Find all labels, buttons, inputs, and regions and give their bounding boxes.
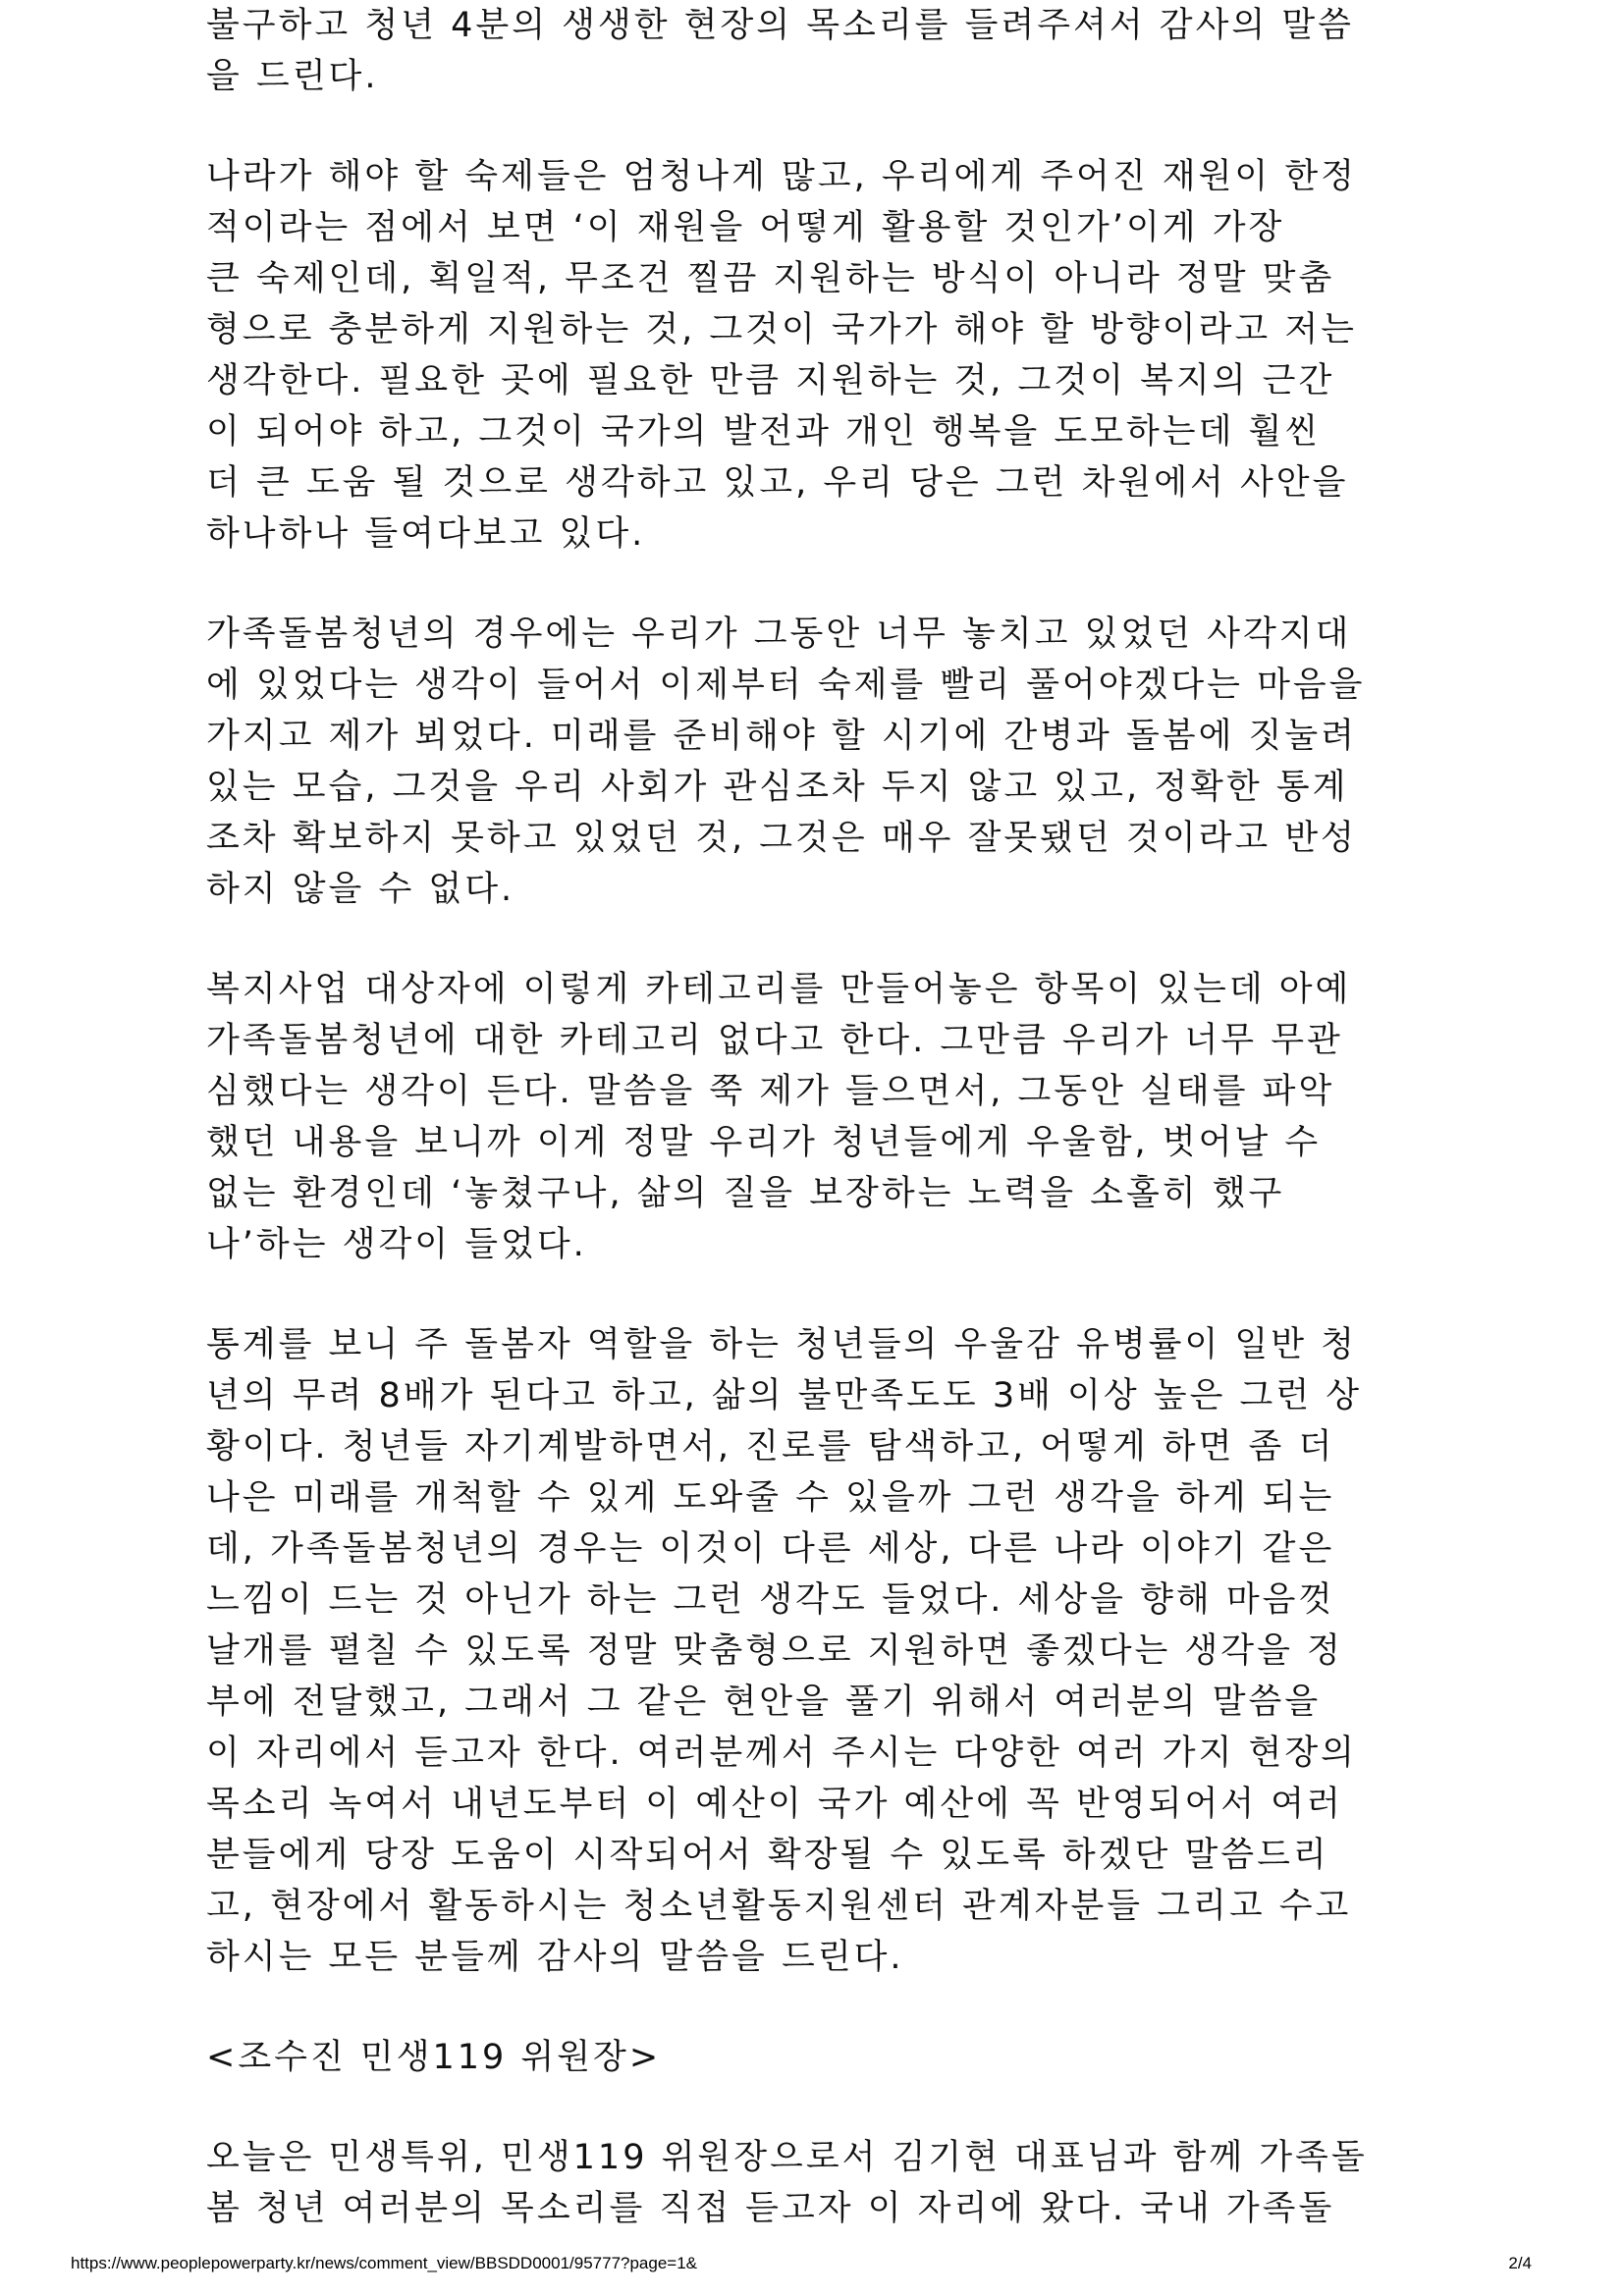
text-line: 이 되어야 하고, 그것이 국가의 발전과 개인 행복을 도모하는데 훨씬	[206, 412, 1322, 452]
text-line: 적이라는 점에서 보면 ‘이 재원을 어떻게 활용할 것인가’이게 가장	[206, 208, 1285, 247]
text-line: 심했다는 생각이 든다. 말씀을 쭉 제가 들으면서, 그동안 실태를 파악	[206, 1072, 1335, 1111]
footer-url: https://www.peoplepowerparty.kr/news/comment_view/BBSDD0001/95777?page=1&	[71, 2254, 698, 2272]
text-line: 목소리 녹여서 내년도부터 이 예산이 국가 예산에 꼭 반영되어서 여러	[206, 1785, 1343, 1824]
paragraph	[206, 964, 1434, 1270]
text-line: 큰 숙제인데, 획일적, 무조건 찔끔 지원하는 방식이 아니라 정말 맞춤	[206, 259, 1335, 298]
text-line: 하지 않을 수 없다.	[206, 870, 515, 909]
page-number: 2/4	[1508, 2254, 1532, 2272]
text-line: 오늘은 민생특위, 민생119 위원장으로서 김기현 대표님과 함께 가족돌	[206, 2138, 1368, 2177]
text-line: 가족돌봄청년에 대한 카테고리 없다고 한다. 그만큼 우리가 너무 무관	[206, 1021, 1343, 1060]
text-line: 생각한다. 필요한 곳에 필요한 만큼 지원하는 것, 그것이 복지의 근간	[206, 361, 1335, 400]
text-line: 가지고 제가 뵈었다. 미래를 준비해야 할 시기에 간병과 돌봄에 짓눌려	[206, 717, 1357, 756]
text-line: 했던 내용을 보니까 이게 정말 우리가 청년들에게 우울함, 벗어날 수	[206, 1123, 1322, 1162]
text-line: 있는 모습, 그것을 우리 사회가 관심조차 두지 않고 있고, 정확한 통계	[206, 768, 1349, 807]
text-line: 봄 청년 여러분의 목소리를 직접 듣고자 이 자리에 왔다. 국내 가족돌	[206, 2189, 1335, 2228]
text-line: 분들에게 당장 도움이 시작되어서 확장될 수 있도록 하겠단 말씀드리	[206, 1836, 1329, 1875]
text-line: 날개를 펼칠 수 있도록 정말 맞춤형으로 지원하면 좋겠다는 생각을 정	[206, 1631, 1343, 1671]
text-line: 에 있었다는 생각이 들어서 이제부터 숙제를 빨리 풀어야겠다는 마음을	[206, 666, 1366, 705]
paragraph	[206, 609, 1434, 915]
speaker-heading	[206, 2032, 1434, 2083]
text-line: 나’하는 생각이 들었다.	[206, 1225, 587, 1264]
text-line: 하시는 모든 분들께 감사의 말씀을 드린다.	[206, 1938, 904, 1977]
text-line: 느낌이 드는 것 아닌가 하는 그런 생각도 들었다. 세상을 향해 마음껏	[206, 1580, 1335, 1620]
document-body	[206, 0, 1434, 2234]
text-line: 년의 무려 8배가 된다고 하고, 삶의 불만족도도 3배 이상 높은 그런 상	[206, 1376, 1363, 1415]
text-line: 황이다. 청년들 자기계발하면서, 진로를 탐색하고, 어떻게 하면 좀 더	[206, 1427, 1335, 1467]
text-line: 나라가 해야 할 숙제들은 엄청나게 많고, 우리에게 주어진 재원이 한정	[206, 157, 1357, 196]
paragraph	[206, 151, 1434, 560]
text-line: 복지사업 대상자에 이렇게 카테고리를 만들어놓은 항목이 있는데 아예	[206, 970, 1352, 1009]
text-line: 부에 전달했고, 그래서 그 같은 현안을 풀기 위해서 여러분의 말씀을	[206, 1682, 1322, 1722]
text-line: 통계를 보니 주 돌봄자 역할을 하는 청년들의 우울감 유병률이 일반 청	[206, 1325, 1357, 1364]
text-line: 형으로 충분하게 지원하는 것, 그것이 국가가 해야 할 방향이라고 저는	[206, 310, 1357, 349]
text-line: 더 큰 도움 될 것으로 생각하고 있고, 우리 당은 그런 차원에서 사안을	[206, 463, 1349, 503]
text-line: 나은 미래를 개척할 수 있게 도와줄 수 있을까 그런 생각을 하게 되는	[206, 1478, 1335, 1518]
text-line: 없는 환경인데 ‘놓쳤구나, 삶의 질을 보장하는 노력을 소홀히 했구	[206, 1174, 1285, 1213]
paragraph	[206, 2132, 1434, 2234]
text-line: 이 자리에서 듣고자 한다. 여러분께서 주시는 다양한 여러 가지 현장의	[206, 1734, 1357, 1773]
text-line: 고, 현장에서 활동하시는 청소년활동지원센터 관계자분들 그리고 수고	[206, 1887, 1352, 1926]
text-line: 하나하나 들여다보고 있다.	[206, 514, 646, 554]
text-line: 가족돌봄청년의 경우에는 우리가 그동안 너무 놓치고 있었던 사각지대	[206, 614, 1352, 654]
paragraph	[206, 1319, 1434, 1983]
text-line: 데, 가족돌봄청년의 경우는 이것이 다른 세상, 다른 나라 이야기 같은	[206, 1529, 1335, 1569]
text-line: 불구하고 청년 4분의 생생한 현장의 목소리를 들려주셔서 감사의 말씀	[206, 6, 1354, 45]
text-line: <조수진 민생119 위원장>	[206, 2038, 662, 2077]
text-line: 조차 확보하지 못하고 있었던 것, 그것은 매우 잘못됐던 것이라고 반성	[206, 819, 1357, 858]
paragraph	[206, 0, 1434, 102]
text-line: 을 드린다.	[206, 57, 379, 96]
